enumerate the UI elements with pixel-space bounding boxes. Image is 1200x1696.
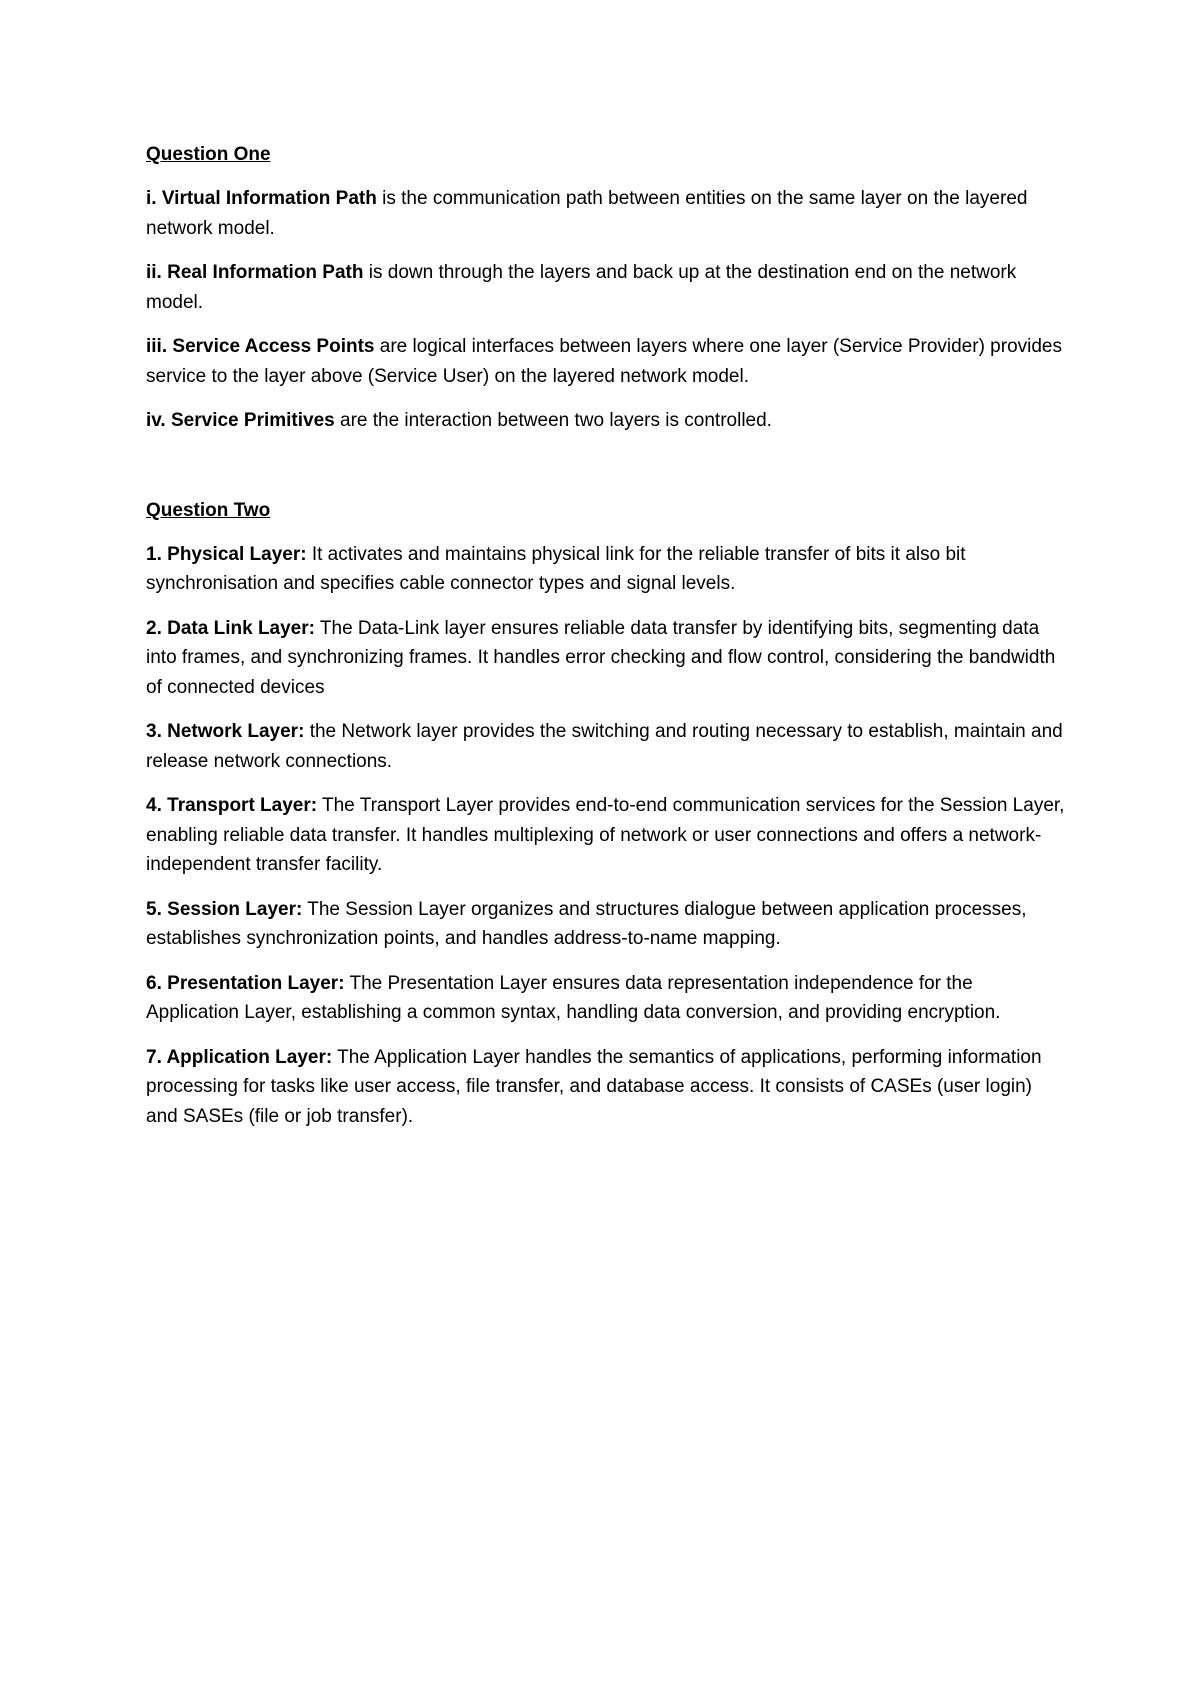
q1-item-text: are logical interfaces between layers where one layer (Service Provider) provides service to the layer above (Service User) on the layered network model. [146, 336, 1062, 387]
q2-item-term: Session Layer: [167, 898, 303, 920]
q1-item-text: are the interaction between two layers is controlled. [334, 410, 772, 431]
q1-item-prefix: ii. [146, 262, 162, 283]
question-two-heading: Question Two [146, 499, 271, 521]
q1-item-term: Service Access Points [172, 336, 375, 357]
q1-item-prefix: i. [146, 188, 157, 209]
q2-item-prefix: 6. [146, 972, 162, 994]
q1-item-service-access-points [146, 332, 1066, 391]
q2-item-term: Application Layer: [166, 1046, 333, 1068]
q1-item-text: is the communication path between entities on the same layer on the layered network model. [146, 188, 1028, 239]
q2-item-session-layer [146, 895, 1066, 954]
q2-item-text: It activates and maintains physical link for the reliable transfer of bits it also bit synchronisation and specifies cable connector types and signal levels. [146, 543, 966, 594]
q2-item-term: Network Layer: [167, 721, 305, 742]
q2-item-term: Physical Layer: [167, 543, 307, 565]
q1-item-virtual-information-path [146, 184, 1066, 243]
q2-item-prefix: 2. [146, 617, 162, 639]
q2-item-text: The Data-Link layer ensures reliable data transfer by identifying bits, segmenting data into frames, and synchronizing frames. It handles error checking and flow control, considering the bandwidth of connected devices [146, 617, 1056, 698]
q2-item-prefix: 7. [146, 1046, 162, 1068]
document-page [146, 140, 1066, 1146]
q2-item-term: Transport Layer: [167, 795, 318, 816]
q2-item-text: The Application Layer handles the semantics of applications, performing information processing for tasks like user access, file transfer, and database access. It consists of CASEs (user login) and SASEs (file or job transfer). [146, 1046, 1042, 1127]
q1-item-term: Real Information Path [167, 262, 364, 283]
q1-item-prefix: iv. [146, 410, 166, 431]
q2-item-prefix: 5. [146, 898, 162, 920]
q2-item-text: the Network layer provides the switching and routing necessary to establish, maintain and release network connections. [146, 721, 1063, 772]
section-spacer [146, 451, 1066, 496]
q2-item-text: The Transport Layer provides end-to-end communication services for the Session Layer, enabling reliable data transfer. It handles multiplexing of network or user connections and offers a network-independent transfer facility. [146, 795, 1065, 875]
q2-item-network-layer [146, 717, 1066, 776]
q2-item-data-link-layer [146, 614, 1066, 703]
q2-item-text: The Presentation Layer ensures data representation independence for the Application Layer, establishing a common syntax, handling data conversion, and providing encryption. [146, 972, 1001, 1023]
q2-item-transport-layer [146, 791, 1066, 880]
question-one-heading: Question One [146, 144, 271, 165]
q1-item-prefix: iii. [146, 336, 168, 357]
q1-item-text: is down through the layers and back up at the destination end on the network model. [146, 262, 1017, 313]
q1-item-term: Service Primitives [171, 410, 335, 431]
q2-item-physical-layer [146, 540, 1066, 599]
q2-item-application-layer [146, 1043, 1066, 1132]
q2-item-prefix: 4. [146, 795, 162, 816]
q2-item-presentation-layer [146, 969, 1066, 1028]
q2-item-prefix: 3. [146, 721, 162, 742]
q2-item-term: Data Link Layer: [167, 617, 315, 639]
q2-item-term: Presentation Layer: [167, 972, 345, 994]
q2-item-text: The Session Layer organizes and structures dialogue between application processes, establishes synchronization points, and handles address-to-name mapping. [146, 898, 1027, 949]
q1-item-term: Virtual Information Path [161, 188, 377, 209]
q2-item-prefix: 1. [146, 543, 162, 565]
q1-item-real-information-path [146, 258, 1066, 317]
q1-item-service-primitives [146, 406, 1066, 436]
